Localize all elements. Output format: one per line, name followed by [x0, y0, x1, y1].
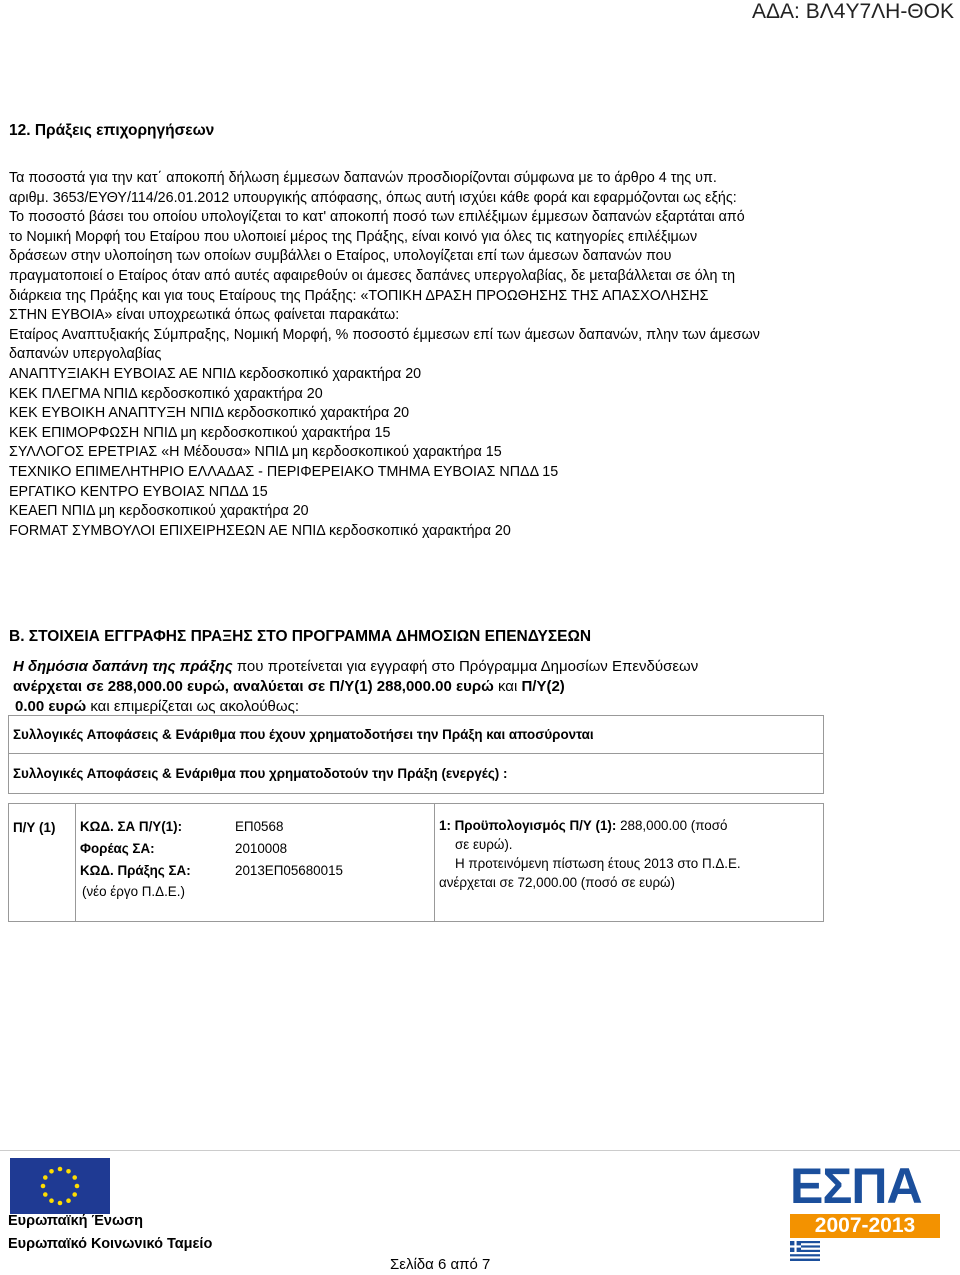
eu-star-icon [72, 1175, 77, 1180]
section-12-line: ΚΕΚ ΕΠΙΜΟΡΦΩΣΗ ΝΠΙΔ μη κερδοσκοπικού χαρακτήρα 15 [9, 424, 391, 441]
section-12-line: ΚΕΚ ΠΛΕΓΜΑ ΝΠΙΔ κερδοσκοπικό χαρακτήρα 20 [9, 385, 323, 402]
ada-code: ΑΔΑ: ΒΛ4Υ7ΛΗ-ΘΟΚ [752, 0, 954, 23]
eu-label: Ευρωπαϊκή Ένωση [8, 1213, 143, 1229]
py1-cell: Π/Υ (1) [9, 804, 76, 922]
eu-star-icon [66, 1198, 71, 1203]
budget-line3: Η προτεινόμενη πίστωση έτους 2013 στο Π.Δ.Ε. [455, 856, 741, 871]
section-12-line: Εταίρος Αναπτυξιακής Σύμπραξης, Νομική Μορφή, % ποσοστό έμμεσων επί των άμεσων δαπανών, πλην των άμεσων [9, 326, 760, 343]
budget-line2: σε ευρώ). [455, 837, 513, 852]
eu-star-icon [58, 1201, 63, 1206]
withdrawn-decisions-row: Συλλογικές Αποφάσεις & Ενάριθμα που έχουν χρηματοδοτήσει την Πράξη και αποσύρονται [9, 716, 824, 754]
public-spend-amount: ανέρχεται σε 288,000.00 ευρώ, αναλύεται σε Π/Υ(1) 288,000.00 ευρώ [13, 678, 494, 695]
section-12-line: αριθμ. 3653/ΕΥΘΥ/114/26.01.2012 υπουργικής απόφασης, όπως αυτή ισχύει κάθε φορά και εφαρμόζονται ως εξής: [9, 189, 737, 206]
section-12-line: πραγματοποιεί ο Εταίρος όταν από αυτές αφαιρεθούν οι άμεσες δαπάνες υπεργολαβίας, δε μεταβάλλεται σε όλη τη [9, 267, 736, 284]
public-spend-py2: Π/Υ(2) [521, 678, 565, 695]
active-decisions-row: Συλλογικές Αποφάσεις & Ενάριθμα που χρηματοδοτούν την Πράξη (ενεργές) : [9, 754, 824, 794]
section-12-body [9, 169, 909, 541]
section-12-line: ΚΕΑΕΠ ΝΠΙΔ μη κερδοσκοπικού χαρακτήρα 20 [9, 503, 309, 520]
section-12-line: ΣΥΛΛΟΓΟΣ ΕΡΕΤΡΙΑΣ «Η Μέδουσα» ΝΠΙΔ μη κερδοσκοπικού χαρακτήρα 15 [9, 444, 502, 461]
eu-star-icon [49, 1198, 54, 1203]
public-spend-label: Η δημόσια δαπάνη της πράξης [13, 658, 233, 675]
section-12-line: ΣΤΗΝ ΕΥΒΟΙΑ» είναι υποχρεωτικά όπως φαίνεται παρακάτω: [9, 307, 400, 324]
section-12-line: το Νομική Μορφή του Εταίρου που υλοποιεί μέρος της Πράξης, είναι κοινό για όλες τις κατηγορίες επιλέξιμων [9, 228, 698, 245]
public-spend-text3: και επιμερίζεται ως ακολούθως: [86, 698, 299, 715]
eu-star-icon [49, 1169, 54, 1174]
praxis-code-value: 2013ΕΠ05680015 [235, 863, 343, 878]
section-12-line: διάρκεια της Πράξης και για τους Εταίρους της Πράξης: «ΤΟΠΙΚΗ ΔΡΑΣΗ ΠΡΟΩΘΗΣΗΣ ΤΗΣ ΑΠΑΣΧΟΛΗΣΗΣ [9, 287, 709, 304]
funding-decisions-table [8, 715, 824, 794]
praxis-code-label: ΚΩΔ. Πράξης ΣΑ: [80, 863, 191, 878]
esf-label: Ευρωπαϊκό Κοινωνικό Ταμείο [8, 1236, 213, 1252]
section-12-line: Το ποσοστό βάσει του οποίου υπολογίζεται το κατ' αποκοπή ποσό των επιλέξιμων έμμεσων δαπανών εξαρτάται από [9, 209, 745, 226]
footer-divider [0, 1150, 960, 1151]
greek-flag-icon [790, 1241, 820, 1261]
eu-star-icon [58, 1167, 63, 1172]
section-12-line: ΤΕΧΝΙΚΟ ΕΠΙΜΕΛΗΤΗΡΙΟ ΕΛΛΑΔΑΣ - ΠΕΡΙΦΕΡΕΙΑΚΟ ΤΜΗΜΑ ΕΥΒΟΙΑΣ ΝΠΔΔ 15 [9, 463, 559, 480]
section-12-line: Τα ποσοστά για την κατ΄ αποκοπή δήλωση έμμεσων δαπανών προσδιορίζονται σύμφωνα με το άρθρο 4 της υπ. [9, 170, 717, 186]
espa-logo-title: ΕΣΠΑ [790, 1158, 922, 1214]
public-spend-zero: 0.00 ευρώ [15, 698, 87, 715]
section-12-line: ΕΡΓΑΤΙΚΟ ΚΕΝΤΡΟ ΕΥΒΟΙΑΣ ΝΠΔΔ 15 [9, 483, 268, 500]
eu-star-icon [43, 1192, 48, 1197]
section-12-line: ΚΕΚ ΕΥΒΟΙΚΗ ΑΝΑΠΤΥΞΗ ΝΠΙΔ κερδοσκοπικό χαρακτήρα 20 [9, 405, 410, 422]
eu-flag-field [10, 1158, 110, 1214]
page-number: Σελίδα 6 από 7 [390, 1256, 491, 1273]
codes-cell [76, 804, 435, 922]
ka-sa-value: ΕΠ0568 [235, 819, 284, 834]
section-12-heading: 12. Πράξεις επιχορηγήσεων [9, 122, 215, 139]
eu-flag-icon [10, 1158, 110, 1214]
budget-label: 1: Προϋπολογισμός Π/Υ (1): [439, 818, 617, 833]
section-12-line: δράσεων στην υλοποίηση των οποίων συμβάλλει ο Εταίρος, υπολογίζεται επί των άμεσων δαπανών που [9, 248, 672, 265]
public-spend-paragraph [13, 657, 913, 717]
budget-cell [435, 804, 824, 922]
eu-star-icon [43, 1175, 48, 1180]
section-12-line: FORMAT ΣΥΜΒΟΥΛΟΙ ΕΠΙΧΕΙΡΗΣΕΩΝ ΑΕ ΝΠΙΔ κερδοσκοπικό χαρακτήρα 20 [9, 522, 511, 539]
espa-logo-years: 2007-2013 [790, 1214, 940, 1238]
eu-star-icon [66, 1169, 71, 1174]
section-b-heading: Β. ΣΤΟΙΧΕΙΑ ΕΓΓΡΑΦΗΣ ΠΡΑΞΗΣ ΣΤΟ ΠΡΟΓΡΑΜΜΑ ΔΗΜΟΣΙΩΝ ΕΠΕΝΔΥΣΕΩΝ [9, 628, 592, 645]
new-project-note: (νέο έργο Π.Δ.Ε.) [82, 884, 185, 899]
section-12-line: δαπανών υπεργολαβίας [9, 346, 162, 363]
foreas-value: 2010008 [235, 841, 288, 856]
ka-sa-label: ΚΩΔ. ΣΑ Π/Υ(1): [80, 819, 183, 834]
section-12-line: ΑΝΑΠΤΥΞΙΑΚΗ ΕΥΒΟΙΑΣ ΑΕ ΝΠΙΔ κερδοσκοπικό χαρακτήρα 20 [9, 365, 422, 382]
public-spend-and: και [493, 678, 522, 695]
eu-star-icon [41, 1184, 46, 1189]
budget-line4: ανέρχεται σε 72,000.00 (ποσό σε ευρώ) [439, 875, 675, 890]
foreas-label: Φορέας ΣΑ: [80, 841, 155, 856]
eu-star-icon [72, 1192, 77, 1197]
espa-logo [790, 1160, 950, 1265]
public-spend-text1: που προτείνεται για εγγραφή στο Πρόγραμμα Δημοσίων Επενδύσεων [232, 658, 699, 675]
eu-star-icon [75, 1184, 80, 1189]
budget-table [8, 803, 824, 922]
budget-value: 288,000.00 (ποσό [620, 818, 728, 833]
